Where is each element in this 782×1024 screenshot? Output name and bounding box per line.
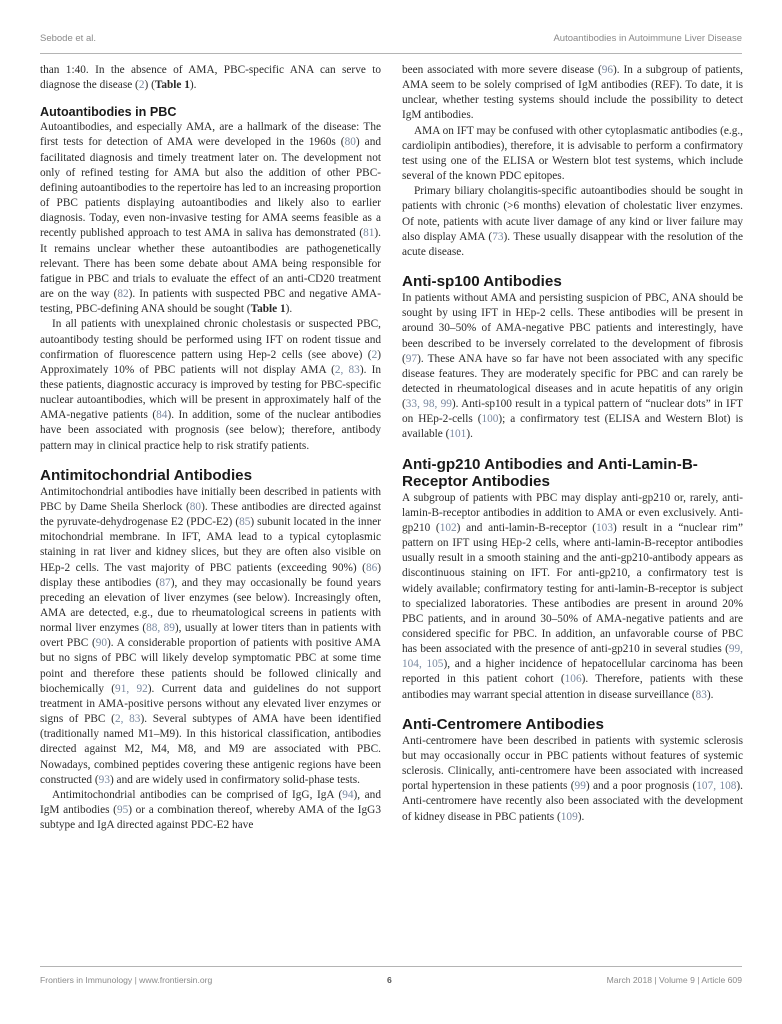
- paragraph: AMA on IFT may be confused with other cytoplasmatic antibodies (e.g., cardiolipin antibodies), therefore, it is advisable to perform a confirmatory test using one of the ELISA or Western blot test systems, which include several of the known PDC epitopes.: [402, 124, 743, 183]
- citation-link[interactable]: 81: [363, 227, 375, 240]
- citation-link[interactable]: 91, 92: [115, 682, 148, 695]
- paragraph: In patients without AMA and persisting suspicion of PBC, ANA should be sought by using IFT in HEp-2 cells. These antibodies will be present in around 30–50% of AMA-negative PBC patients and interestingly, have been described to be inversely correlated to the development of fibrosis (97). These ANA have so far have not been associated with any specific disease features. They are moderately specific for PBC and can rarely be detected in rheumatological diseases and in acute hepatitis of any origin (33, 98, 99). Anti-sp100 result in a typical pattern of “nuclear dots” in IFT on HEp-2-cells (100); a confirmatory test (ELISA and Western Blot) is available (101).: [402, 292, 743, 441]
- citation-link[interactable]: 86: [365, 561, 378, 574]
- section-heading-anti-sp100: Anti-sp100 Antibodies: [402, 273, 562, 291]
- citation-link[interactable]: 73: [492, 230, 504, 243]
- citation-link[interactable]: 106: [564, 673, 582, 686]
- paragraph: Anti-centromere have been described in patients with systemic sclerosis but may occasionally occur in PBC patients without features of systemic sclerosis. Clinically, anti-centromere have been associated with increased portal hypertension in these patients (99) and a poor prognosis (107, 108). Anti-centromere have recently also been associated with the development of kidney disease in PBC patients (109).: [402, 734, 743, 823]
- citation-link[interactable]: 99, 104, 105: [402, 643, 743, 671]
- citation-link[interactable]: 102: [439, 521, 457, 534]
- section-heading-anti-gp210: Anti-gp210 Antibodies and Anti-Lamin-B-Receptor Antibodies: [402, 455, 698, 490]
- running-header: [40, 33, 742, 53]
- paragraph: Primary biliary cholangitis-specific autoantibodies should be sought in patients with chronic (>6 months) elevation of cholestatic liver enzymes. Of note, patients with acute liver damage of any kind or liver failure may also display AMA (73). These usually disappear with the resolution of the acute disease.: [402, 185, 743, 258]
- paragraph: been associated with more severe disease (96). In a subgroup of patients, AMA seem to be solely comprised of IgM antibodies (REF). To date, it is unclear, whether testing systems should include the possibility to detect IgM antibodies.: [402, 64, 743, 122]
- citation-link[interactable]: 103: [596, 521, 613, 534]
- citation-link[interactable]: 88, 89: [146, 622, 175, 635]
- left-column: [40, 63, 381, 833]
- citation-link[interactable]: 2, 83: [114, 713, 141, 726]
- paragraph: Antimitochondrial antibodies have initially been described in patients with PBC by Dame Sheila Sherlock (80). These antibodies are directed against the pyruvate-dehydrogenase E2 (PDC-E2) (85) subunit located in the inner mitochondrial membrane. In IFT, AMA lead to a typical cytoplasmic staining in rat liver and kidney slices, but they are often also visible on HEp-2 cells. The vast majority of PBC patients (exceeding 90%) (86) display these antibodies (87), and they may occasionally be found years preceding an elevation of liver enzymes (see below). Increasingly often, AMA are detected, e.g., due to rheumatological screens in patients with normal liver enzymes (88, 89), usually at lower titers than in patients with overt PBC (90). A considerable proportion of patients with positive AMA but no signs of PBC will likely develop symptomatic PBC at some time point and therefore these patients should be followed clinically and biochemically (91, 92). Current data and guidelines do not support treatment in AMA-positive persons without any elevated liver enzymes or signs of PBC (2, 83). Several subtypes of AMA have been identified (traditionally named M1–M9). In this historical classification, antibodies directed against M2, M4, M8, and M9 are associated with PBC. Nowadays, combined peptides covering these antigenic regions have been constructed (93) and are widely used in confirmatory solid-phase tests.: [40, 485, 382, 786]
- citation-link[interactable]: 100: [481, 413, 499, 426]
- citation-link[interactable]: 90: [95, 637, 108, 650]
- header-running-title: Autoantibodies in Autoimmune Liver Disease: [553, 33, 742, 44]
- paragraph: In all patients with unexplained chronic cholestasis or suspected PBC, autoantibody testing should be performed using IFT on rodent tissue and confirmation of fluorescence pattern using Hep-2 cells (see above) (2) Approximately 10% of PBC patients will not display AMA (2, 83). In these patients, diagnostic accuracy is improved by testing for PBC-specific nuclear autoantibodies, which will be present in approximately half of the AMA-negative patients (84). In addition, some of the nuclear antibodies have been associated with prognosis (see below); therefore, antibody pattern may in clinical practice help to risk stratify patients.: [40, 318, 381, 452]
- citation-link[interactable]: 80: [189, 500, 202, 513]
- citation-link[interactable]: 107, 108: [696, 780, 737, 793]
- section-heading-anti-centromere: Anti-Centromere Antibodies: [402, 715, 604, 733]
- citation-link[interactable]: 96: [601, 64, 614, 76]
- citation-link[interactable]: 83: [695, 688, 707, 701]
- citation-link[interactable]: 33, 98, 99: [405, 398, 452, 411]
- citation-link[interactable]: 80: [344, 136, 356, 149]
- subsection-heading-autoantibodies-in-pbc: Autoantibodies in PBC: [40, 105, 177, 120]
- page-footer: [40, 975, 742, 991]
- footer-journal[interactable]: Frontiers in Immunology | www.frontiersin.org: [40, 975, 213, 985]
- right-column: [402, 63, 743, 825]
- paragraph: A subgroup of patients with PBC may display anti-gp210 or, rarely, anti-lamin-B-receptor antibodies in addition to AMA or even exclusively. Anti-gp210 (102) and anti-lamin-B-receptor (103) result in a “nuclear rim” pattern on IFT using HEp-2 cells, where anti-lamin-B-receptor antibodies usually result in a smooth staining and the anti-gp210-antibody appears as discontinuous staining on IFT. For anti-gp210, a confirmatory test is widely available; confirmatory testing for anti-lamin-B-receptor is subject to specialized laboratories. These antibodies are present in around 20% PBC patients, and in around 30–50% of AMA-negative patients and are considered specific for PBC. In addition, an unfavorable course of PBC has been associated with the presence of anti-gp210 in several studies (99, 104, 105), and a higher incidence of hepatocellular carcinoma has been reported in this patient cohort (106). Therefore, patients with these antibodies may warrant special attention in disease surveillance (83).: [402, 491, 744, 701]
- intro-paragraph: than 1:40. In the absence of AMA, PBC-specific ANA can serve to diagnose the disease (2) (Table 1).: [40, 64, 381, 92]
- citation-link[interactable]: 95: [116, 804, 129, 817]
- header-authors: Sebode et al.: [40, 33, 96, 44]
- citation-link[interactable]: 87: [159, 576, 171, 589]
- citation-link[interactable]: 2, 83: [334, 363, 360, 376]
- citation-link[interactable]: 101: [449, 428, 467, 441]
- citation-link[interactable]: 84: [156, 409, 168, 422]
- paragraph: Autoantibodies, and especially AMA, are a hallmark of the disease: The first tests for detection of AMA were developed in the 1960s (80) and facilitated diagnosis and timely treatment later on. The development not only of refined testing for AMA but also the addition of other PBC-defining autoantibodies to the repertoire has led to an increasing proportion of PBC patients displaying autoantibodies and likely also to earlier diagnosis. Today, even non-invasive testing for AMA seems feasible as a recently published approach to test AMA in saliva has demonstrated (81). It remains unclear whether these autoantibodies are pathogenetically relevant. There has been some debate about AMA being responsible for fatigue in PBC and trials to evaluate the effect of an anti-CD20 treatment are on the way (82). In patients with suspected PBC and negative AMA-testing, PBC-defining ANA should be sought (Table 1).: [40, 121, 381, 316]
- citation-link[interactable]: 93: [98, 773, 110, 786]
- paragraph: Antimitochondrial antibodies can be comprised of IgG, IgA (94), and IgM antibodies (95) or a combination thereof, whereby AMA of the IgG3 subtype and IgA directed against PDC-E2 have: [40, 788, 381, 832]
- footer-rule: [40, 966, 742, 967]
- page-number: 6: [387, 975, 392, 985]
- citation-link[interactable]: 2: [138, 79, 145, 92]
- citation-link[interactable]: 97: [405, 352, 418, 365]
- citation-link[interactable]: 109: [560, 810, 578, 823]
- citation-link[interactable]: 94: [342, 788, 354, 801]
- citation-link[interactable]: 85: [239, 516, 251, 529]
- citation-link[interactable]: 99: [574, 780, 586, 793]
- table-link[interactable]: Table 1: [154, 79, 190, 92]
- header-rule: [40, 53, 742, 54]
- footer-issue: March 2018 | Volume 9 | Article 609: [606, 975, 742, 985]
- table-link[interactable]: Table 1: [250, 303, 286, 316]
- citation-link[interactable]: 2: [371, 348, 378, 361]
- section-heading-antimitochondrial-antibodies: Antimitochondrial Antibodies: [40, 466, 253, 484]
- citation-link[interactable]: 82: [117, 288, 129, 301]
